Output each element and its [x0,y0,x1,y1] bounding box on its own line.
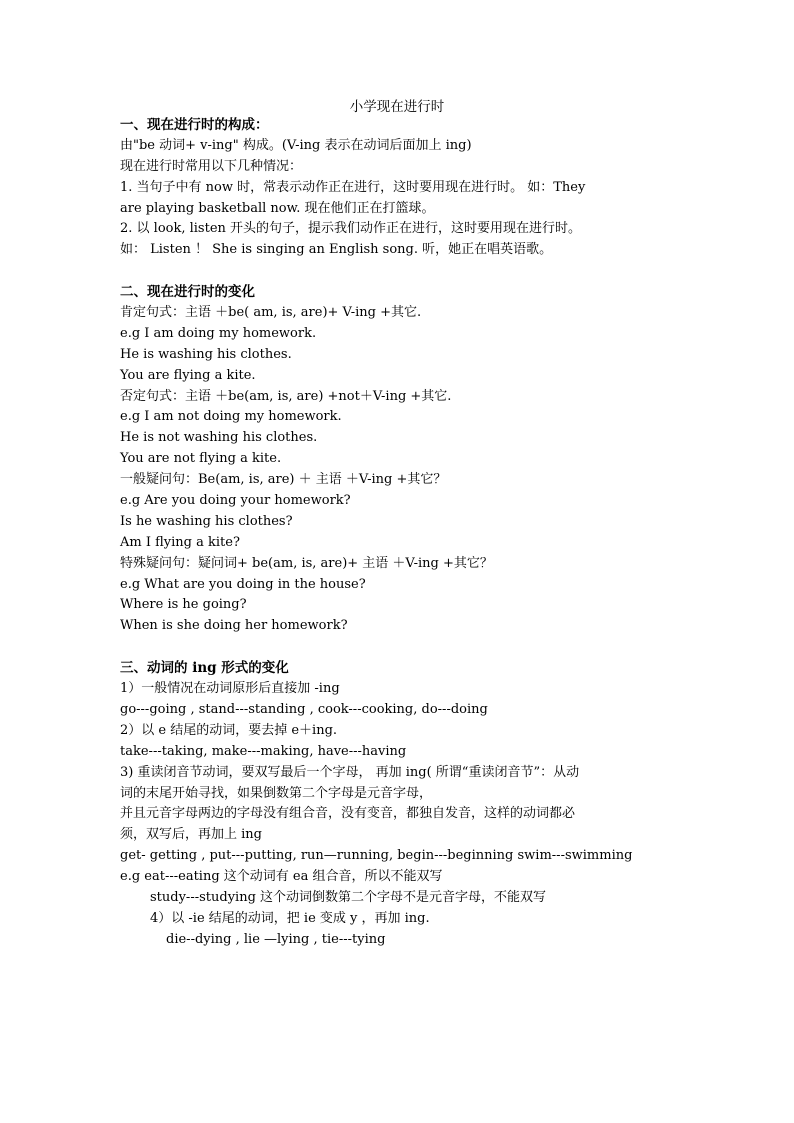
text-line: 并且元音字母两边的字母没有组合音，没有变音，都独自发音，这样的动词都必 [120,806,576,822]
text-line: You are not flying a kite. [120,451,282,467]
text-line: He is not washing his clothes. [120,430,318,446]
document-body [120,115,680,951]
text-line: e.g eat---eating 这个动词有 ea 组合音，所以不能双写 [120,869,443,885]
text-line: e.g I am not doing my homework. [120,409,342,425]
text-line: e.g I am doing my homework. [120,325,317,341]
document-title: 小学现在进行时 [349,99,445,115]
text-line: 1）一般情况在动词原形后直接加 -ing [120,681,340,697]
text-line: 词的末尾开始寻找，如果倒数第二个字母是元音字母， [120,785,433,801]
text-line: 4）以 -ie 结尾的动词，把 ie 变成 y ，再加 ing. [150,910,430,926]
text-line: 如： Listen ！ She is singing an English song. 听，她正在唱英语歌。 [120,242,553,258]
text-line: 否定句式：主语 ＋be(am, is, are) +not＋V-ing +其它. [120,388,452,404]
text-line: Is he washing his clothes? [120,513,293,529]
blank-line [120,261,680,282]
text-line: 1. 当句子中有 now 时，常表示动作正在进行，这时要用现在进行时。 如：They [120,179,586,195]
text-line: 一般疑问句：Be(am, is, are) ＋ 主语 ＋V-ing +其它？ [120,472,447,488]
text-line: are playing basketball now. 现在他们正在打篮球。 [120,200,435,216]
section-heading: 二、现在进行时的变化 [120,284,255,301]
text-line: 现在进行时常用以下几种情况： [120,158,303,174]
section-heading: 一、现在进行时的构成： [120,117,269,133]
text-line: take---taking, make---making, have---having [120,743,407,759]
text-line: 须，双写后，再加上 ing [120,827,262,843]
text-line: When is she doing her homework? [120,618,348,634]
text-line: Where is he going? [120,597,247,613]
text-line: Am I flying a kite? [120,534,240,550]
text-line: go---going , stand---standing , cook---cooking, do---doing [120,701,488,717]
section-heading: 三、动词的 ing 形式的变化 [120,660,289,677]
text-line: 2）以 e 结尾的动词，要去掉 e＋ing. [120,722,338,738]
text-line: 2. 以 look, listen 开头的句子，提示我们动作正在进行，这时要用现在进行时。 [120,221,582,237]
text-line: get- getting , put---putting, run—running, begin---beginning swim---swimming [120,848,633,864]
text-line: e.g Are you doing your homework? [120,493,351,509]
text-line: 肯定句式：主语 ＋be( am, is, are)+ V-ing +其它. [120,305,422,321]
text-line: 由"be 动词+ v-ing" 构成。(V-ing 表示在动词后面加上 ing) [120,137,472,153]
text-line: He is washing his clothes. [120,346,292,362]
text-line: study---studying 这个动词倒数第二个字母不是元音字母，不能双写 [150,889,547,905]
text-line: die--dying , lie —lying , tie---tying [166,931,386,947]
blank-line [120,637,680,658]
text-line: 特殊疑问句：疑问词+ be(am, is, are)+ 主语 ＋V-ing +其它？ [120,555,493,571]
text-line: 3) 重读闭音节动词，要双写最后一个字母， 再加 ing( 所谓“重读闭音节”：从动 [120,764,580,780]
text-line: e.g What are you doing in the house? [120,576,366,592]
text-line: You are flying a kite. [120,367,256,383]
